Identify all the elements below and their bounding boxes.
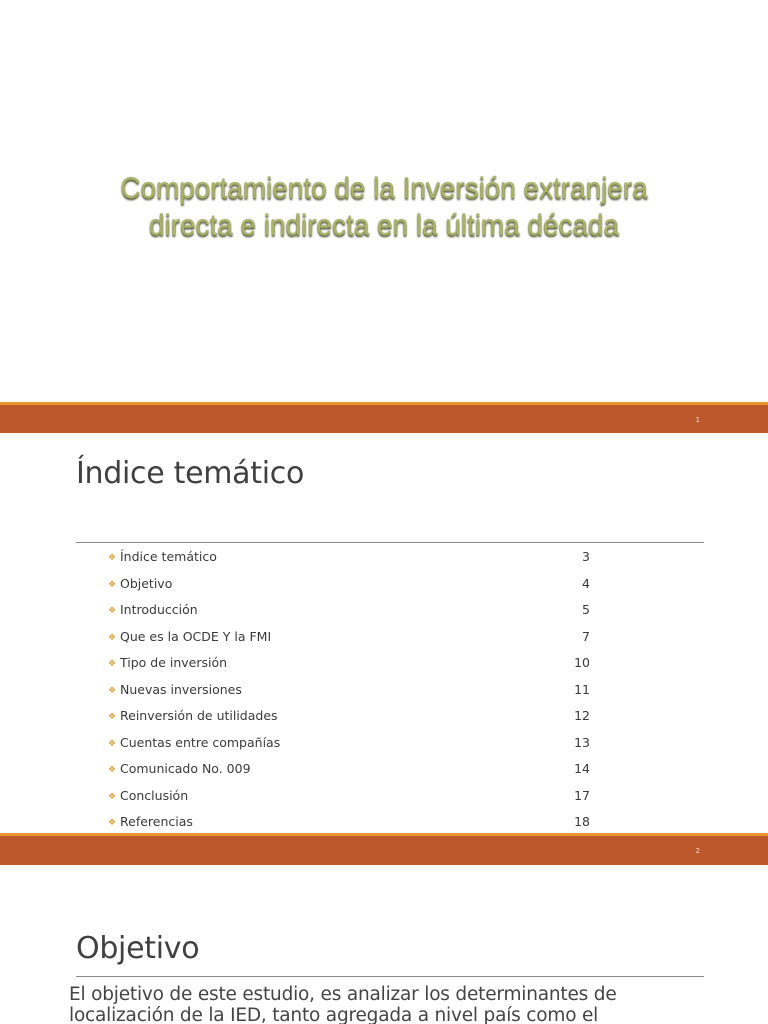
toc-item-label: Conclusión: [120, 787, 189, 803]
diamond-bullet-icon: ❖: [108, 659, 117, 669]
toc-item-label: Índice temático: [120, 549, 217, 564]
slide-2-heading: Índice temático: [76, 456, 305, 491]
toc-item: [108, 814, 608, 833]
slide-3-divider: [76, 976, 704, 977]
diamond-bullet-icon: ❖: [108, 712, 117, 722]
slide-1-footer-bar: [0, 402, 768, 433]
slide-2: [0, 433, 768, 833]
toc-item-page: 4: [582, 575, 590, 591]
diamond-bullet-icon: ❖: [108, 553, 117, 563]
toc-item: [108, 788, 608, 815]
toc-item-page: 13: [574, 734, 590, 750]
slide-1-page-number: 1: [695, 416, 700, 424]
slide-3-body-text: El objetivo de este estudio, es analizar los determinantes de localización de la IED, tanto agregada a nivel país como el: [69, 984, 617, 1024]
diamond-bullet-icon: ❖: [108, 818, 117, 828]
slide-3-heading: Objetivo: [76, 931, 200, 966]
toc-item-label: Reinversión de utilidades: [120, 708, 278, 723]
slide-1-title-line-1: Comportamiento de la Inversión extranjera: [120, 172, 648, 205]
diamond-bullet-icon: ❖: [108, 579, 117, 590]
diamond-bullet-icon: ❖: [108, 685, 117, 696]
toc-item-label: Cuentas entre compañías: [120, 734, 281, 750]
slide-1-title: [83, 170, 686, 244]
diamond-bullet-icon: ❖: [108, 791, 117, 802]
toc-item: [108, 602, 608, 629]
table-of-contents: [108, 549, 608, 833]
toc-item: [108, 735, 608, 762]
slide-2-page-number: 2: [695, 847, 700, 855]
toc-item-page: 5: [582, 602, 590, 617]
slide-3: [0, 865, 768, 1024]
toc-item-label: Referencias: [120, 814, 193, 829]
toc-item-label: Introducción: [120, 602, 198, 617]
toc-item-page: 11: [574, 681, 590, 697]
toc-item-page: 18: [574, 814, 590, 829]
toc-item-page: 17: [574, 787, 590, 803]
slide-1-title-line-2: directa e indirecta en la última década: [149, 209, 619, 242]
slide-2-footer-bar: [0, 833, 768, 865]
toc-item-page: 14: [574, 761, 590, 776]
toc-item-page: 7: [582, 628, 590, 644]
toc-item-label: Objetivo: [120, 575, 173, 591]
diamond-bullet-icon: ❖: [108, 738, 117, 749]
toc-item-label: Comunicado No. 009: [120, 761, 251, 776]
toc-item: [108, 576, 608, 603]
toc-item: [108, 761, 608, 788]
slide-1: [0, 0, 768, 402]
toc-item: [108, 708, 608, 735]
slide-2-divider: [76, 542, 704, 543]
diamond-bullet-icon: ❖: [108, 632, 117, 643]
diamond-bullet-icon: ❖: [108, 765, 117, 775]
toc-item: [108, 655, 608, 682]
toc-item-page: 12: [574, 708, 590, 723]
diamond-bullet-icon: ❖: [108, 606, 117, 616]
toc-item-label: Que es la OCDE Y la FMI: [120, 628, 272, 644]
toc-item-page: 3: [582, 549, 590, 564]
toc-item-label: Tipo de inversión: [120, 655, 228, 670]
toc-item: [108, 549, 608, 576]
toc-item-label: Nuevas inversiones: [120, 681, 242, 697]
toc-item: [108, 629, 608, 656]
toc-item-page: 10: [574, 655, 590, 670]
toc-item: [108, 682, 608, 709]
